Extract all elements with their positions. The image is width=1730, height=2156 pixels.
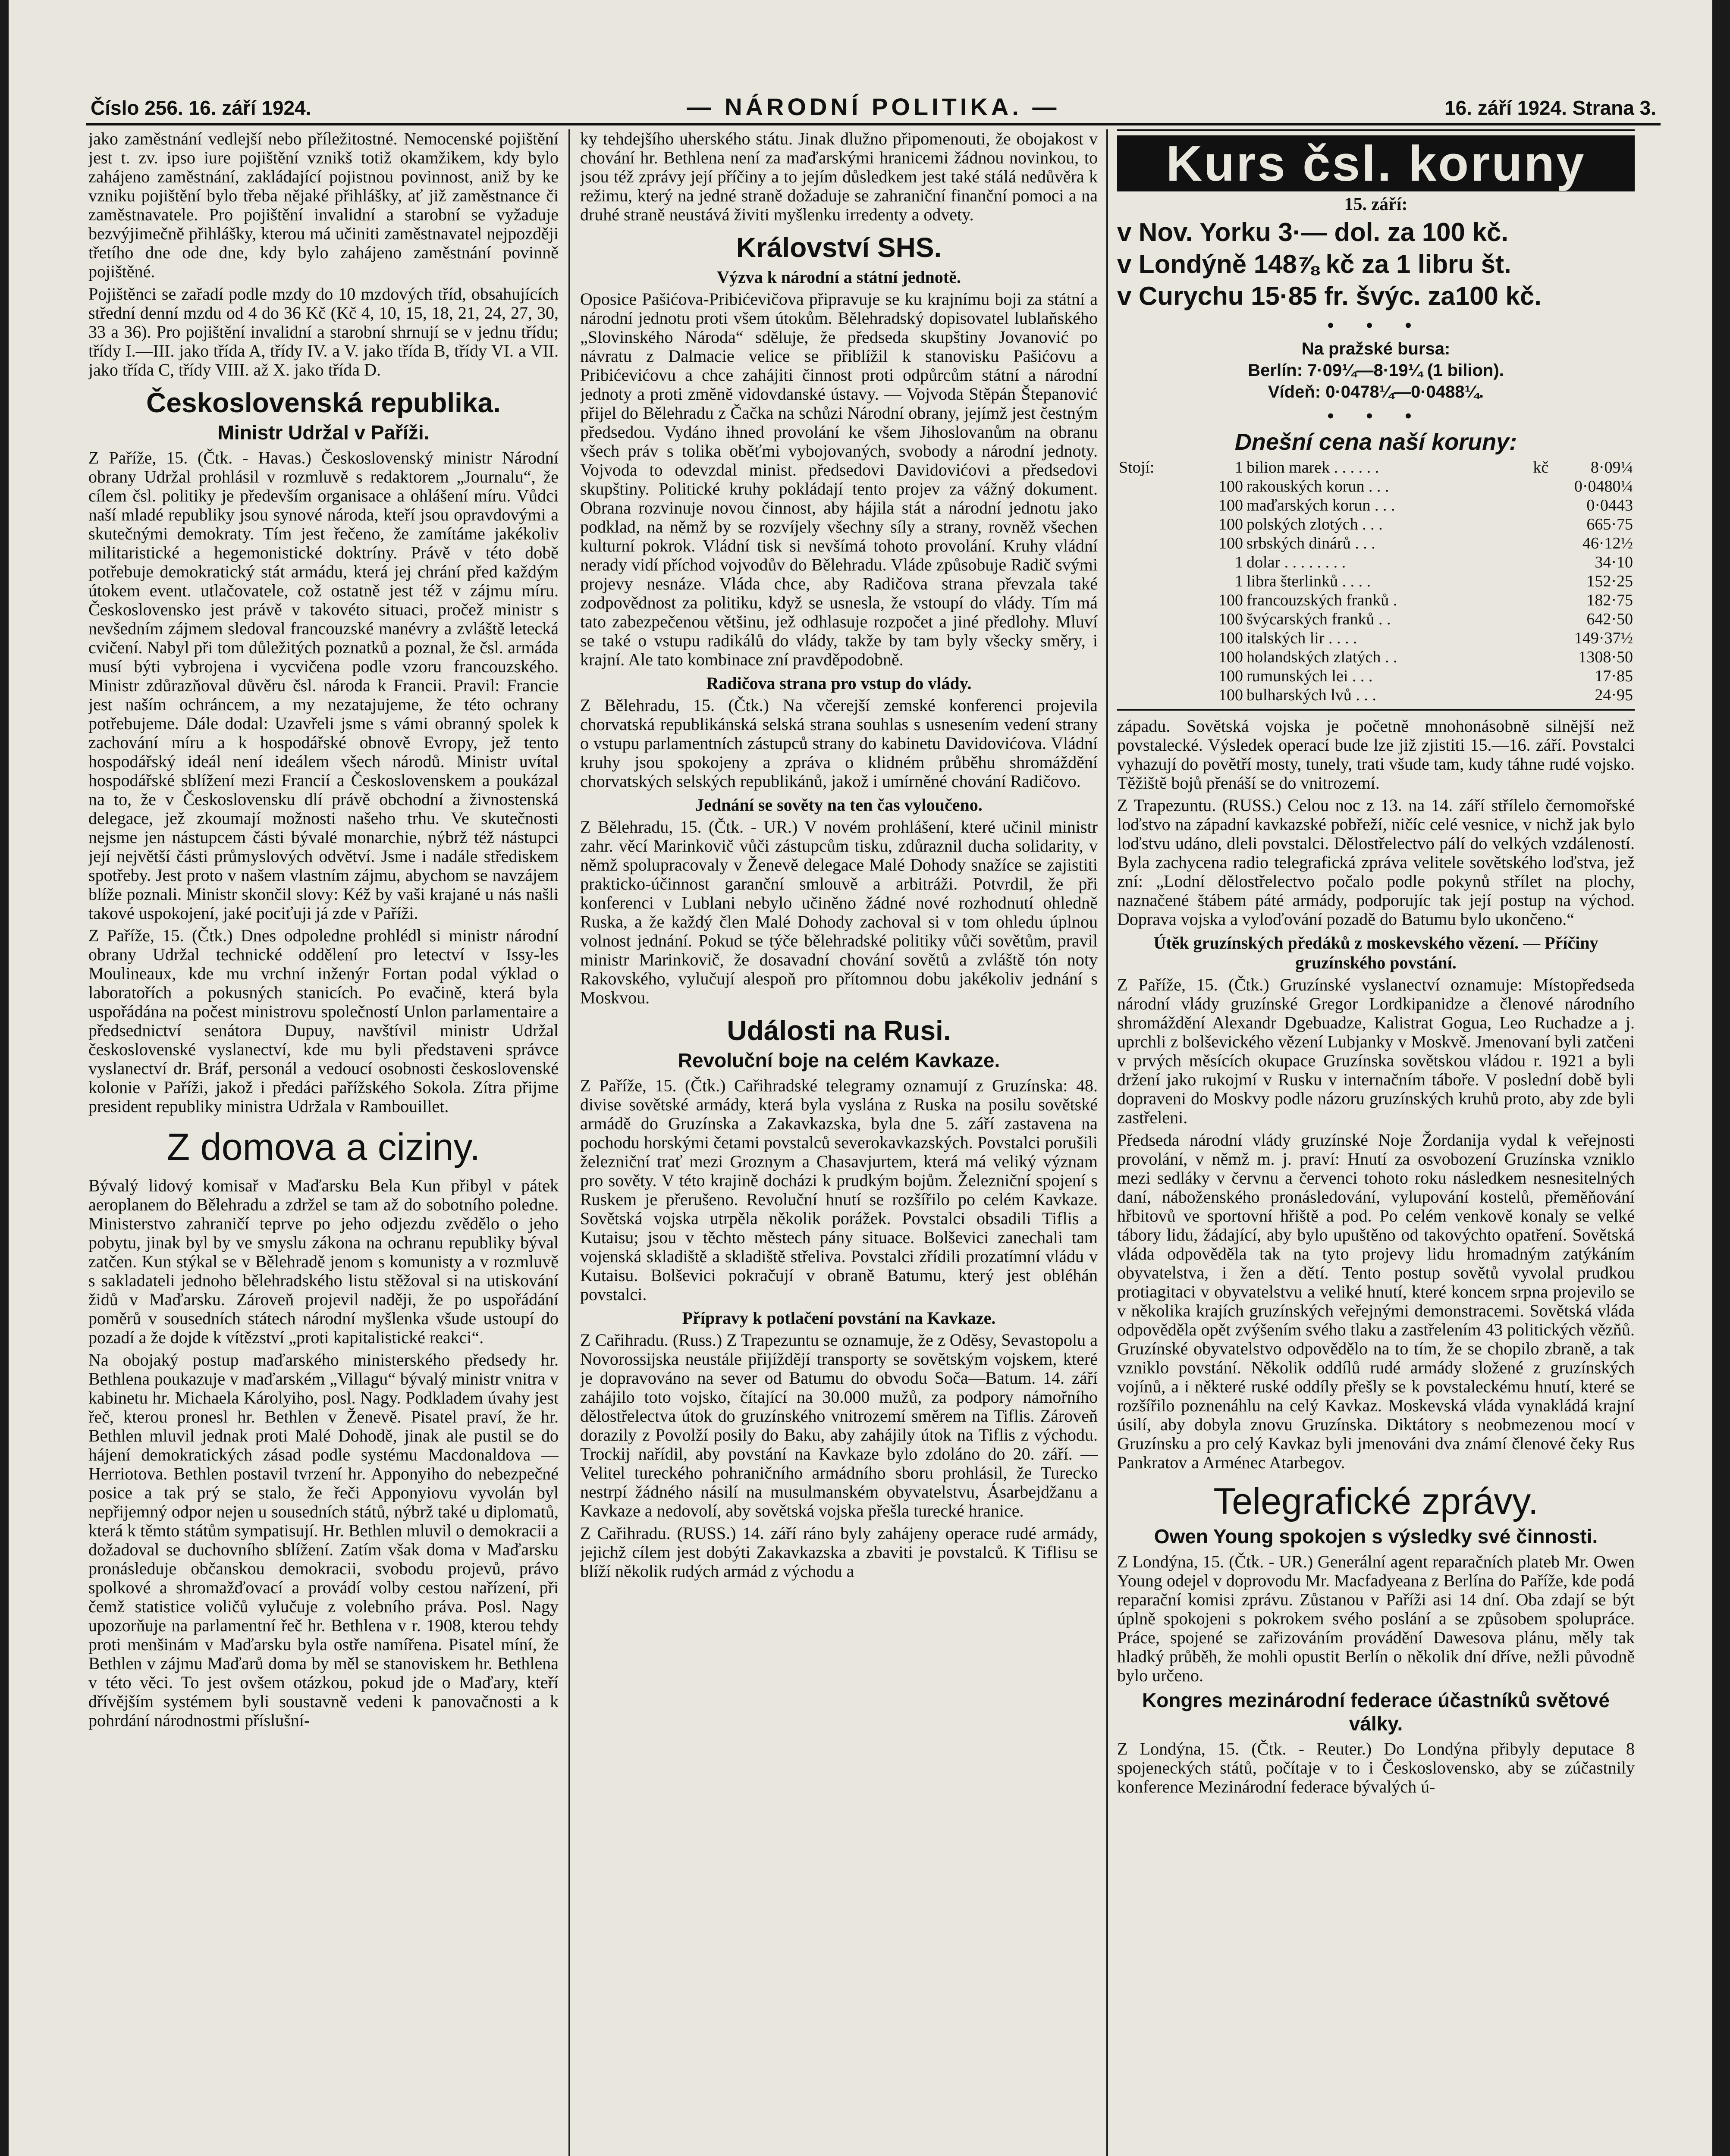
rate-name: rumunských lei . . . [1246, 667, 1373, 685]
dot-separator: • • • [1327, 313, 1425, 337]
exchange-rate-box [1117, 129, 1635, 711]
rate-row [1117, 629, 1635, 648]
page-date: 16. září 1924. Strana 3. [1444, 97, 1656, 119]
rate-qty: 100 [1218, 477, 1243, 495]
rate-row [1117, 667, 1635, 686]
rate-berlin: Berlín: 7·09¼—8·19¼ (1 bilion). [1248, 361, 1504, 380]
rate-pre [1117, 553, 1190, 572]
rate-val: 24·95 [1595, 686, 1633, 704]
issue-number: Číslo 256. 16. září 1924. [91, 97, 311, 119]
article-paragraph: Z Londýna, 15. (Čtk. - Reuter.) Do Londýna přibyly deputace 8 spojeneckých států, počítaje v to i Československo, aby se zúčastnily konference Mezinárodní federace bývalých ú- [1117, 1739, 1635, 1796]
rate-name: polských zlotých . . . [1246, 515, 1383, 533]
rate-qty: 100 [1218, 496, 1243, 514]
rate-row [1117, 515, 1635, 534]
rate-pre: Stojí: [1119, 458, 1155, 476]
rate-pre [1117, 515, 1190, 534]
rate-cur: kč [1533, 458, 1549, 476]
rate-qty: 100 [1218, 686, 1243, 704]
rate-cur [1531, 629, 1567, 648]
article-paragraph: Pojištěnci se zařadí podle mzdy do 10 mzdových tříd, obsahujících střední denní mzdu od 4 do 36 Kč (Kč 4, 10, 15, 18, 21, 24, 27, 30, 33 a 36). Pro pojištění invalidní a starobní shrnují se v jednu třídu; třídy I.—III. jako třída A, třídy IV. a V. jako třída B, třídy VI. a VII. jako třída C, třídy VIII. až X. jako třída D. [88, 284, 559, 379]
section-heading: Z domova a ciziny. [166, 1125, 480, 1168]
column-rule [568, 129, 570, 2156]
article-heading: Výzva k národní a státní jednotě. [717, 267, 961, 287]
article-paragraph: Oposice Pašićova-Pribićevičova připravuje se ku krajnímu boji za státní a národní jednotu proti všem útokům. Bělehradský dopisovatel lublaňského „Slovinského Národa“ sděluje, že předseda skupštiny Jovanović po návratu z Dalmacie velice se přiblížil k stanovisku Pašićovu a Pribićevićovu a chce zahájiti činnost proti odpůrcům státní a národní jednoty a proti změně vidovdanské ústavy. — Vojvoda Stěpán Štepanović přijel do Bělehradu z Čačka na schůzi Národní obrany, jejímž jest čestným předsedou. Vydáno ihned provolání ke všem Jihoslovanům na obranu všech práv s tolika oběťmi vybojovaných, svobody a národní jednoty. Vojvoda to odevzdal minist. předsedovi Davidovićovi a předsedovi skupštiny. Politické kruhy pokládají tento projev za vážný dokument. Obrana rozvinuje novou činnost, aby hájila stát a národní jednotu jako podklad, na němž by se rozvíjely všechny síly a strany, rovněž všechen kulturní pokrok. Vládní tisk si nevšímá tohoto provolání. Kruhy vládní nerady vidí příchod vojvodův do Bělehradu. Vláde způsobuje Radič svými projevy nesnáze. Vláda chce, aby Radičova strana převzala také zodpovědnost za politiku, když se usnesla, že vstoupí do vlády. Tím má tato zabezpečenou většinu, jež odhlasuje rozpočet a jiné předlohy. Mluví se také o vstupu radikálů do vlády, takže by tam byly všecky směry, i krajní. Ale tato kombinace zní pravděpodobně. [580, 289, 1098, 669]
rate-name: rakouských korun . . . [1246, 477, 1389, 495]
rate-pre [1117, 648, 1190, 667]
article-heading: Kongres mezinárodní federace účastníků světové války. [1142, 1689, 1610, 1735]
rate-val: 0·0480¼ [1574, 477, 1633, 495]
rate-row [1117, 553, 1635, 572]
rate-cur [1531, 515, 1567, 534]
rate-qty: 1 [1235, 553, 1243, 571]
article-paragraph: Z Paříže, 15. (Čtk.) Gruzínské vyslanectví oznamuje: Místopředseda národní vlády gruzínské Gregor Lordkipanidze a členové národního shromáždění Alexandr Dgebuadze, Kalistrat Gogua, Leo Ruchadze a j. uprchli z bolševického vězení Lubjanky v Moskvě. Jmenovaní byli zatčeni v prvých měsících okupace Gruzínska sovětskou vládou r. 1921 a byli držení jako rukojmí v Rusku v internačním táboře. V poslední době byli dopraveni do Moskvy podle názoru gruzínských kruhů proto, aby zde byli zastřeleni. [1117, 975, 1635, 1127]
rate-name: libra šterlinků . . . . [1246, 572, 1371, 590]
rate-val: 1308·50 [1578, 648, 1633, 666]
article-paragraph: Z Paříže, 15. (Čtk.) Dnes odpoledne prohlédl si ministr národní obrany Udržal technické oddělení pro letectví v Issy-les Moulineaux, kde mu vrchní inženýr Fortan podal výklad o laboratořích a pokusných stanicích. Po evačině, která byla uspořádána na počest ministrovu společností Unlon parlamentaire a předsednictví senátora Dupuy, navštívil ministr Udržal československé vyslanectví, kde mu byli představeni správce vyslanectví dr. Bráf, personál a vedoucí osobnosti československé kolonie v Paříži, jakož i předáci pařížského Sokola. Zítra přijme president republiky ministra Udržala v Rambouillet. [88, 926, 559, 1116]
article-paragraph: Z Paříže, 15. (Čtk. - Havas.) Československý ministr Národní obrany Udržal prohlásil v rozmluvě s redaktorem „Journalu“, že cílem čsl. politiky je především organisace a ohlášení míru. Vůdci naší mladé republiky jsou synové národa, kteří jsou opravdovými a skutečnými demokraty. Tím jest řečeno, že zamítáme jakékoliv militaristické a hegemonistické doktríny. Právě v této době potřebuje demokratický stát armádu, která jej chrání před každým útokem event. utlačovatele, což ostatně jest též v zájmu míru. Československo jest právě v takovéto situaci, pročež ministr s nevšedním zájmem sledoval francouzské manévry a zvláště letecká cvičení. Nabyl při tom důležitých poznatků a poznal, že čsl. armáda musí býti vybrojena i vycvičena podle vzoru francouzského. Ministr zdůrazňoval důvěru čsl. národa k Francii. Pravil: Francie jest naším ochráncem, a my nezatajujeme, že této ochrany potřebujeme. Dále dodal: Uzavřeli jsme s vámi obranný spolek k zachování míru a k hospodářské obnově Evropy, jež tento hospodářský ideál není ideálem všech národů. Ministr uvítal hospodářské sblížení mezi Francií a Československem a poukázal na to, že v Československu dlí právě obchodní a živnostenská delegace, jež zkoumají možnosti našeho trhu. Ve skutečnosti nejsme jen nástupcem části bývalé monarchie, nýbrž též nástupci její největší části průmyslových odvětví. Jsme i nadále střediskem spotřeby. Jest proto v našem vlastním zájmu, abychom se navzájem blíže poznali. Ministr skončil slovy: Kéž by vaši krajané u nás našli takové uspokojení, jaké pociťuji já zde v Paříži. [88, 448, 559, 923]
article-paragraph: Z Bělehradu, 15. (Čtk. - UR.) V novém prohlášení, které učinil ministr zahr. věcí Marinkovič vůči zástupcům tisku, zdůraznil ducha solidarity, v němž spolupracovaly v Ženevě delegace Malé Dohody snažíce se zajistiti prakticko-účinnost garanční smlouvě a arbitráži. Potvrdil, že při konferenci v Lublani nebylo učiněno žádné nové rozhodnutí ohledně Ruska, a že každý člen Malé Dohody zachoval si v tom ohledu úplnou volnost jednání. Pokud se týče bělehradské politiky vůči sovětům, pravil ministr Marinkovič, že dosavadní chování sovětů a zvláště tón noty Rakovského, vylučují alespoň pro přítomnou dobu jakékoliv jednání s Moskvou. [580, 817, 1098, 1007]
rate-row [1117, 458, 1635, 477]
article-paragraph: Bývalý lidový komisař v Maďarsku Bela Kun přibyl v pátek aeroplanem do Bělehradu a zdržel se tam až do sobotního poledne. Ministerstvo zahraničí teprve po jeho odjezdu zvědělo o jeho pobytu, jinak byl by ve smyslu zákona na ochranu republiky býval zatčen. Kun stýkal se v Bělehradě jenom s komunisty a v rozmluvě s sakladateli jednoho bělehradského listu stěžoval si na utiskování židů v Maďarsku. Zároveň projevil naději, že po uspořádání poměrů v sousedních státech národní myšlenka všude ustoupí do pozadí a že dojde k vítězství „proti kapitalistické reakci“. [88, 1176, 559, 1347]
column-3 [1117, 129, 1635, 2156]
rate-qty: 100 [1218, 629, 1243, 647]
rate-row [1117, 686, 1635, 705]
rate-qty: 1 [1235, 458, 1243, 476]
section-heading: Československá republika. [146, 387, 501, 418]
rate-row [1117, 477, 1635, 496]
rate-name: maďarských korun . . . [1246, 496, 1395, 514]
rate-qty: 100 [1218, 591, 1243, 609]
rate-cur [1531, 667, 1567, 686]
rate-pre [1117, 591, 1190, 610]
column-1 [88, 129, 559, 2156]
rate-qty: 100 [1218, 534, 1243, 552]
rate-pre [1117, 572, 1190, 591]
rate-row [1117, 534, 1635, 553]
newspaper-page [9, 0, 1712, 2156]
rate-row [1117, 610, 1635, 629]
column-2 [580, 129, 1098, 2156]
rate-pre [1117, 534, 1190, 553]
rate-name: holandských zlatých . . [1246, 648, 1397, 666]
exchange-rate-title: Kurs čsl. koruny [1117, 135, 1635, 191]
rate-cur [1531, 477, 1567, 496]
rate-qty: 100 [1218, 667, 1243, 685]
column-rule [1106, 129, 1108, 2156]
section-heading: Království SHS. [736, 232, 942, 263]
article-heading: Útěk gruzínských předáků z moskevského vězení. — Příčiny gruzínského povstání. [1153, 933, 1598, 972]
article-heading: Revoluční boje na celém Kavkaze. [678, 1049, 1000, 1072]
rate-cur [1531, 553, 1567, 572]
rate-name: francouzských franků . [1246, 591, 1397, 609]
article-paragraph: Z Cařihradu. (Russ.) Z Trapezuntu se oznamuje, že z Oděsy, Sevastopolu a Novorossijska neustále přijíždějí transporty se sovětským vojskem, které je dopravováno na sever od Batumu do obvodu Soča—Batum. 14. září zahájilo toto vojsko, čítající na 30.000 mužů, za podpory námořního dělostřelectva útok do gruzínského vnitrozemí směrem na Tiflis. Zároveň dorazily z Povolží posily do Baku, aby zahájily útok na Tiflis z východu. Trockij nařídil, aby povstání na Kavkaze bylo zdoláno do 20. září. — Velitel tureckého pohraničního armádního sboru prohlásil, že Turecko nestrpí žádného násilí na musulmanském obyvatelstvu, Ásarbejdžanu a Kavkaze a nedovolí, aby sovětská vojska přešla turecké hranice. [580, 1330, 1098, 1520]
rate-row [1117, 572, 1635, 591]
rate-qty: 100 [1218, 610, 1243, 628]
article-paragraph: jako zaměstnání vedlejší nebo příležitostné. Nemocenské pojištění jest t. zv. ipso iure pojištění vznikš totiž okamžikem, kdy bylo zahájeno zaměstnání, zakládající pojistnou povinnost, aniž by ke vzniku pojištění bylo třeba nějaké přihlášky, ať již zaměstnance či zaměstnavatele. Pro pojištění invalidní a starobní se vyžaduje bezvýjimečně přihlášky, kterou má učiniti zaměstnavatel nejpozději třetího dne ode dne, kdy bylo zahájeno zaměstnání povinně pojištěné. [88, 129, 559, 281]
article-paragraph: Z Londýna, 15. (Čtk. - UR.) Generální agent reparačních plateb Mr. Owen Young odejel v doprovodu Mr. Macfadyeana z Berlína do Paříže, kde podá reparační komisi zprávu. Zůstanou v Paříži asi 14 dní. Oba zdají se být úplně spokojeni s pokrokem svého poslání a se způsobem spolupráce. Práce, spojené se zařizováním provádění Dawesova plánu, měly tak hladký průběh, že mohli opustit Berlín o několik dní dříve, nežli původně bylo určeno. [1117, 1552, 1635, 1685]
rate-cur [1531, 591, 1567, 610]
rate-val: 182·75 [1586, 591, 1633, 609]
rate-pre [1117, 686, 1190, 705]
article-paragraph: Předseda národní vlády gruzínské Noje Žordanija vydal k veřejnosti provolání, v němž m. j. praví: Hnutí za osvobození Gruzínska vzniklo mezi sedláky v červnu a červenci tohoto roku následkem nesnesitelných daní, náboženského pronásledování, vylupování kostelů, přeměňování hřbitovů ve sportovní hřiště a pod. Po celém venkově konaly se velké tábory lidu, žádající, aby bylo upuštěno od takovýchto opatření. Sovětská vláda odpověděla tak na tyto projevy lidu hromadným zatýkáním obyvatelstva, i žen a dětí. Tento postup sovětů vyvolal prudkou protiagitaci v obyvatelstvu a veliké hnutí, které koncem srpna projevilo se v několika krajích gruzínských veřejnými demonstracemi. Sovětská vláda odpověděla opět zvýšením svého tlaku a zastřelením 43 politických vězňů. Gruzínské obyvatelstvo odpovědělo na to tím, že se chopilo zbraně, a tak vzniklo povstání. Několik oddílů rudé armády složené z gruzínských vojínů, a i některé ruské oddíly přešly se k povstaleckému hnutí, které se rozšířilo poznenáhlu na celý Kavkaz. Moskevská vláda vynakládá krajní úsilí, aby dobyla znovu Gruzínska. Diktátory s neobmezenou mocí v Gruzínsku a pro celý Kavkaz byli jmenováni dva známí členové čeky Rus Pankratov a Arménec Atarbegov. [1117, 1130, 1635, 1472]
crown-price-title: Dnešní cena naší koruny: [1234, 429, 1517, 455]
rate-cur [1531, 648, 1567, 667]
rate-val: 17·85 [1595, 667, 1633, 685]
article-paragraph: Z Paříže, 15. (Čtk.) Cařihradské telegramy oznamují z Gruzínska: 48. divise sovětské armády, která byla vyslána z Ruska na posilu sovětské armádě do Gruzínska a Zakavkazska, byla dne 5. září zastavena na pochodu horskými četami povstalců severokavkazských. Povstalci porušili železniční trať mezi Groznym a Chasavjurtem, která má veliký význam pro sověty. V této krajině docházi k prudkým bojům. Železniční spojení s Ruskem je přerušeno. Revoluční hnutí se rozšířilo po celém Kavkaze. Sovětská vojska utrpěla několik porážek. Povstalci obsadili Tiflis a Kutaisu; jsou v těchto městech pány situace. Bolševici zanechali tam vojenská skladiště a skladiště střeliva. Povstalci zřídili prozatímní vládu v Kutaisu. Bolševici pokračují v obraně Batumu, který jest obléhán povstalci. [580, 1076, 1098, 1304]
rate-row [1117, 648, 1635, 667]
masthead: — NÁRODNÍ POLITIKA. — [687, 93, 1060, 120]
rate-pre [1117, 667, 1190, 686]
rate-val: 665·75 [1586, 515, 1633, 533]
article-paragraph: Z Bělehradu, 15. (Čtk.) Na včerejší zemské konferenci projevila chorvatská republikánská selská strana souhlas s usnesením vedení strany o vstupu parlamentních zástupců strany do kabinetu Davidovićova. Vládní kruhy jsou spokojeny a zpráva o klidném průběhu shromáždění chorvatských selských republikánů, jakož i umírněné chování Radičovo. [580, 696, 1098, 791]
rate-row [1117, 496, 1635, 515]
rate-val: 149·37½ [1574, 629, 1633, 647]
page-header [86, 88, 1661, 125]
article-heading: Owen Young spokojen s výsledky své činnosti. [1154, 1525, 1598, 1548]
rate-qty: 100 [1218, 648, 1243, 666]
rate-name: italských lir . . . . [1246, 629, 1357, 647]
rate-london: v Londýně 148⅞ kč za 1 libru št. [1117, 250, 1511, 279]
rate-name: švýcarských franků . . [1246, 610, 1391, 628]
dot-separator: • • • [1327, 404, 1425, 428]
rate-vienna: Vídeň: 0·0478¼—0·0488¼. [1268, 382, 1484, 401]
rate-val: 0·0443 [1586, 496, 1633, 514]
rate-row [1117, 591, 1635, 610]
rate-name: bilion marek . . . . . . [1246, 458, 1379, 476]
rate-zurich: v Curychu 15·85 fr. švýc. za100 kč. [1117, 282, 1542, 310]
rates-table [1117, 458, 1635, 705]
rate-cur [1531, 534, 1567, 553]
article-paragraph: ky tehdejšího uherského státu. Jinak dlužno připomenouti, že obojakost v chování hr. Bethlena není za maďarskými hranicemi žádnou novinkou, to jsou též zprávy její příčiny a to jejím důsledkem jest také stálá nedůvěra k režimu, který na jedné straně dožaduje se zahraniční finanční pomoci a na druhé straně neustává živiti myšlenku irredenty a odvety. [580, 129, 1098, 224]
rate-pre [1117, 610, 1190, 629]
rate-pre [1117, 496, 1190, 515]
article-paragraph: Z Cařihradu. (RUSS.) 14. září ráno byly zahájeny operace rudé armády, jejichž cílem jest dobýti Zakavkazska a zbaviti je povstalců. K Tiflisu se blíží několik rudých armád z východu a [580, 1523, 1098, 1581]
article-paragraph: západu. Sovětská vojska je početně mnohonásobně silnější než povstalecké. Výsledek operací bude lze již zjistiti 15.—16. září. Povstalci vyhazují do povětří mosty, tunely, trati všude tam, kudy táhne rudé vojsko. Těžiště bojů přenáší se do vnitrozemí. [1117, 716, 1635, 793]
rate-new-york: v Nov. Yorku 3·— dol. za 100 kč. [1117, 218, 1509, 247]
article-heading: Jednání se sověty na ten čas vyloučeno. [695, 795, 983, 815]
article-heading: Radičova strana pro vstup do vlády. [706, 674, 972, 693]
rate-val: 8·09¼ [1590, 458, 1633, 476]
rate-qty: 100 [1218, 515, 1243, 533]
rate-qty: 1 [1235, 572, 1243, 590]
burse-title: Na pražské bursa: [1301, 339, 1451, 358]
rate-pre [1117, 629, 1190, 648]
rate-name: bulharských lvů . . . [1246, 686, 1376, 704]
article-paragraph: Na obojaký postup maďarského ministerského předsedy hr. Bethlena poukazuje v maďarském „Villagu“ bývalý ministr vnitra v kabinetu hr. Michaela Károlyiho, posl. Nagy. Podkladem úvahy jest řeč, kterou pronesl hr. Bethlen v Ženevě. Pisatel praví, že hr. Bethlen mluvil jednak proti Malé Dohodě, jinak ale pustil se do hájení demokratických zásad podle systému Macdonaldova — Herriotova. Bethlen postavil tvrzení hr. Apponyiho do nebezpečné posice a tak prý se stalo, že řeči Apponyiovu vyvolán byl nepřijemný odpor nejen u sousedních států, nýbrž také u diplomatů, která k těmto státům sympatisují. Hr. Bethlen mluvil o demokracii a dožadoval se duchovního sblížení. Zatím však doma v Maďarsku pronásleduje občanskou demokracii, svobodu projevů, právo spolkové a shromažďovací a provádí volby cestou nařízení, při čemž statistice voličů vylučuje z volebního práva. Posl. Nagy upozorňuje na parlamentní řeč hr. Bethlena v r. 1908, kterou tehdy proti menšinám v Maďarsku byla ostře namířena. Pisatel míní, že Bethlen v zájmu Maďarů doma by měl se stanoviskem hr. Bethlena v této věci. To jest ovšem otázkou, pokud jde o Maďary, kteří dřívějším systémem byli soustavně vedeni k panovačnosti a k pohrdání národnostmi příslušní- [88, 1350, 559, 1730]
rate-name: dolar . . . . . . . . [1246, 553, 1346, 571]
article-heading: Ministr Udržal v Paříži. [217, 421, 430, 444]
rate-cur [1531, 610, 1567, 629]
rate-val: 46·12½ [1582, 534, 1633, 552]
rate-cur [1531, 686, 1567, 705]
rate-pre [1117, 477, 1190, 496]
article-paragraph: Z Trapezuntu. (RUSS.) Celou noc z 13. na 14. září střílelo černomořské loďstvo na západní kavkazské pobřeží, ničíc celé vesnice, v nichž jak bylo loďstvu udáno, dleli povstalci. Dělostřelectvo pálí do velkých vzdáleností. Byla zachycena radio telegrafická zpráva velitele sovětského loďstva, jež zní: „Lodní dělostřelectvo počalo podle pokynů střílet na plochy, naznačené štábem páté armády, podporujíc tak její postup na východ. Doprava vojska a vyloďování pozadě do Batumu bylo ukončeno.“ [1117, 796, 1635, 929]
section-heading: Události na Rusi. [727, 1015, 951, 1046]
article-heading: Přípravy k potlačení povstání na Kavkaze. [682, 1308, 996, 1328]
rate-cur [1531, 572, 1567, 591]
section-heading: Telegrafické zprávy. [1213, 1481, 1538, 1522]
rate-val: 642·50 [1586, 610, 1633, 628]
rate-cur [1531, 496, 1567, 515]
rate-val: 152·25 [1586, 572, 1633, 590]
exchange-rate-date: 15. září: [1344, 194, 1408, 214]
rate-val: 34·10 [1595, 553, 1633, 571]
rate-name: srbských dinárů . . . [1246, 534, 1375, 552]
